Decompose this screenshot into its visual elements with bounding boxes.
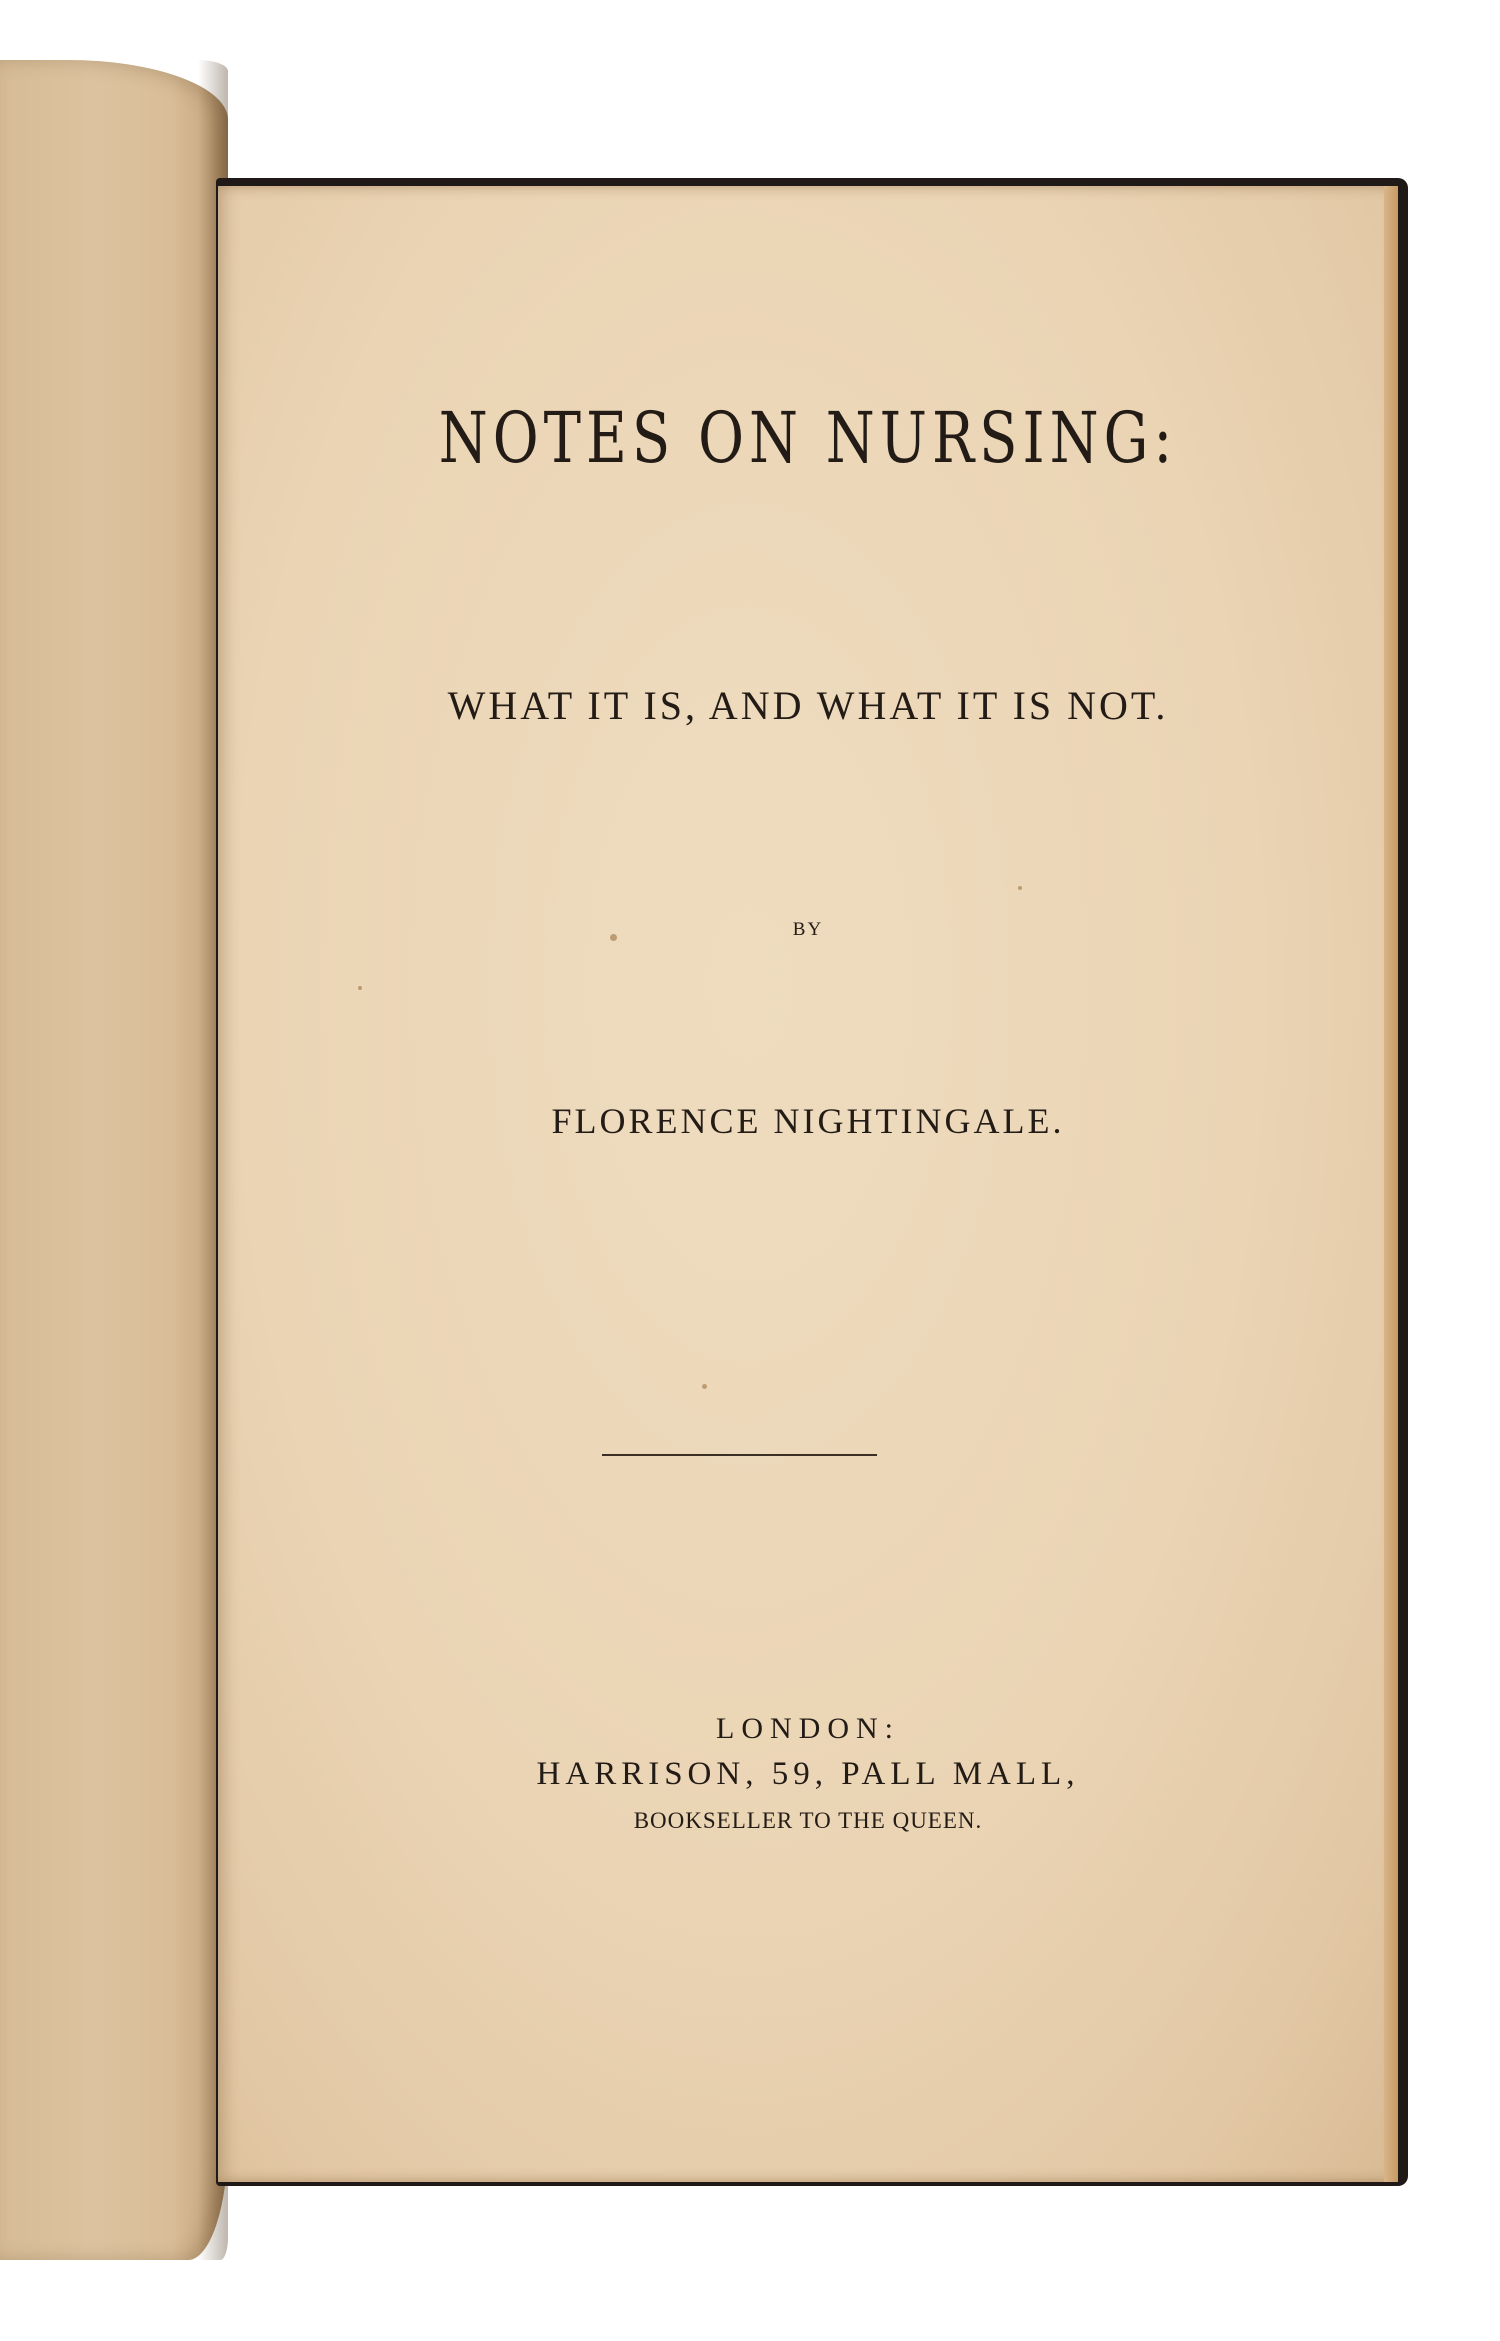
foxing-speck	[358, 986, 362, 990]
author-name: FLORENCE NIGHTINGALE.	[551, 1101, 1065, 1141]
imprint-bookseller: BOOKSELLER TO THE QUEEN.	[633, 1808, 983, 1833]
book-title: NOTES ON NURSING:	[438, 398, 1178, 480]
title-page	[218, 186, 1398, 2182]
page-fore-edge	[1384, 186, 1398, 2182]
foxing-speck	[610, 934, 617, 941]
imprint-publisher: HARRISON, 59, PALL MALL,	[536, 1756, 1080, 1792]
verso-page	[0, 60, 228, 2260]
divider-rule	[602, 1454, 877, 1456]
by-line: BY	[792, 919, 824, 940]
book-subtitle: WHAT IT IS, AND WHAT IT IS NOT.	[447, 683, 1169, 728]
foxing-speck	[702, 1384, 707, 1389]
imprint-city: LONDON:	[716, 1712, 900, 1745]
foxing-speck	[1018, 886, 1022, 890]
